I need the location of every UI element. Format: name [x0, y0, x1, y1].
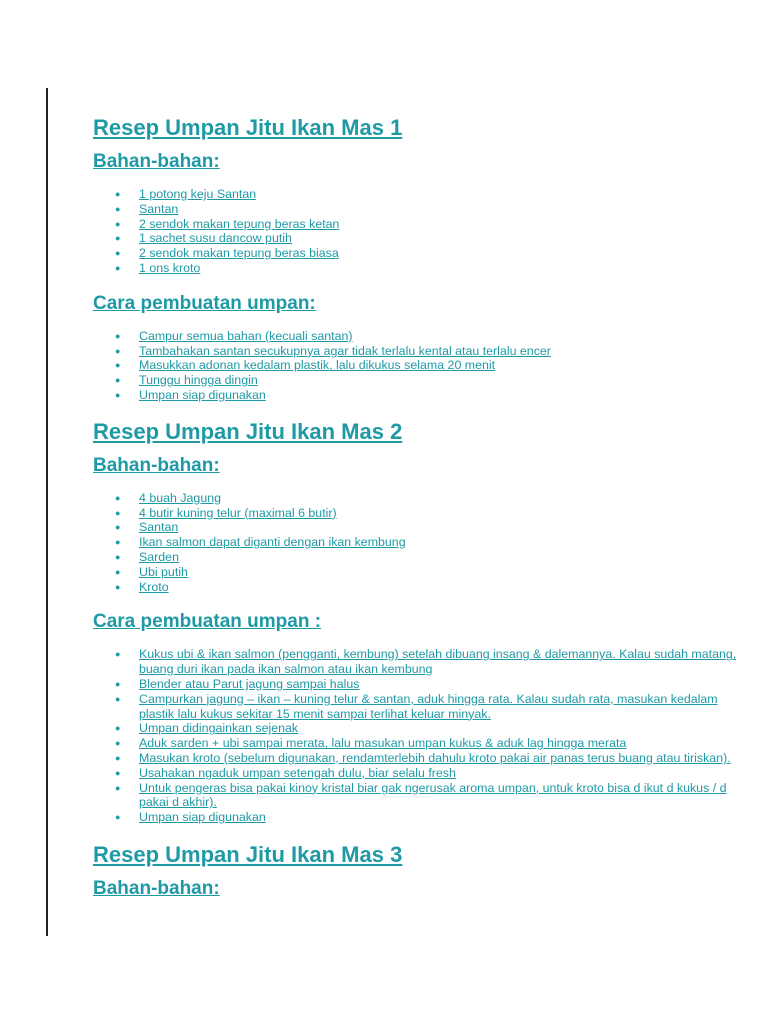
bullet-icon: ●: [115, 218, 121, 229]
bullet-icon: ●: [115, 678, 121, 689]
section-2-method-heading[interactable]: Cara pembuatan umpan :: [93, 611, 322, 633]
bullet-icon: ●: [115, 248, 121, 259]
bullet-icon: ●: [115, 522, 121, 533]
list-item[interactable]: ● Ikan salmon dapat diganti dengan ikan kembung: [115, 535, 406, 550]
bullet-icon: ●: [115, 693, 121, 704]
section-3-ingredients-heading[interactable]: Bahan-bahan:: [93, 877, 220, 899]
list-item[interactable]: ● Kukus ubi & ikan salmon (pengganti, kembung) setelah dibuang insang & dalemannya. Kalau sudah matang, buang duri ikan pada ikan salmon atau ikan kembung: [115, 647, 737, 677]
bullet-icon: ●: [115, 360, 121, 371]
list-item[interactable]: ● Santan: [115, 520, 179, 535]
section-2-method-list: [93, 647, 753, 825]
list-item[interactable]: ● Sarden: [115, 549, 179, 564]
list-item[interactable]: ● Usahakan ngaduk umpan setengah dulu, biar selalu fresh: [115, 765, 456, 780]
list-item[interactable]: ● 4 buah Jagung: [115, 490, 221, 505]
list-item[interactable]: ● Tunggu hingga dingin: [115, 373, 258, 388]
list-item[interactable]: ● 2 sendok makan tepung beras biasa: [115, 246, 339, 261]
bullet-icon: ●: [115, 492, 121, 503]
list-item[interactable]: ● Masukan kroto (sebelum digunakan, rendamterlebih dahulu kroto pakai air panas terus buang atau tiriskan).: [115, 750, 731, 765]
section-1-ingredients-heading[interactable]: Bahan-bahan:: [93, 151, 220, 172]
document-content: [93, 114, 753, 902]
bullet-icon: ●: [115, 782, 121, 793]
bullet-icon: ●: [115, 566, 121, 577]
bullet-icon: ●: [115, 330, 121, 341]
list-item[interactable]: ● Umpan siap digunakan: [115, 387, 266, 402]
list-item[interactable]: ● 4 butir kuning telur (maximal 6 butir): [115, 505, 337, 520]
list-item[interactable]: ● Umpan didingainkan sejenak: [115, 721, 299, 736]
bullet-icon: ●: [115, 738, 121, 749]
bullet-icon: ●: [115, 262, 121, 273]
bullet-icon: ●: [115, 767, 121, 778]
page-margin-line: [46, 88, 48, 936]
list-item[interactable]: ● Campur semua bahan (kecuali santan): [115, 328, 353, 343]
section-1-ingredients-list: [93, 187, 753, 276]
list-item[interactable]: ● Masukkan adonan kedalam plastik, lalu dikukus selama 20 menit: [115, 358, 496, 373]
bullet-icon: ●: [115, 537, 121, 548]
list-item[interactable]: ● 1 sachet susu dancow putih: [115, 231, 292, 246]
section-2-title[interactable]: Resep Umpan Jitu Ikan Mas 2: [93, 418, 403, 444]
list-item[interactable]: ● 1 ons kroto: [115, 260, 201, 275]
section-1-method-heading[interactable]: Cara pembuatan umpan:: [93, 292, 316, 314]
section-1-title[interactable]: Resep Umpan Jitu Ikan Mas 1: [93, 115, 403, 140]
list-item[interactable]: ● Tambahakan santan secukupnya agar tidak terlalu kental atau terlalu encer: [115, 343, 551, 358]
bullet-icon: ●: [115, 389, 121, 400]
bullet-icon: ●: [115, 345, 121, 356]
bullet-icon: ●: [115, 375, 121, 386]
list-item[interactable]: ● 1 potong keju Santan: [115, 187, 257, 201]
bullet-icon: ●: [115, 233, 121, 244]
section-1-method-list: [93, 329, 753, 403]
bullet-icon: ●: [115, 581, 121, 592]
list-item[interactable]: ● Santan: [115, 201, 179, 216]
bullet-icon: ●: [115, 812, 121, 823]
list-item[interactable]: ● Kroto: [115, 579, 169, 594]
bullet-icon: ●: [115, 551, 121, 562]
list-item[interactable]: ● Blender atau Parut jagung sampai halus: [115, 676, 360, 691]
bullet-icon: ●: [115, 723, 121, 734]
list-item[interactable]: ● Ubi putih: [115, 564, 188, 579]
list-item[interactable]: ● Untuk pengeras bisa pakai kinoy kristal biar gak ngerusak aroma umpan, untuk kroto bisa d ikut d kukus / d pakai d akhir).: [115, 780, 727, 810]
bullet-icon: ●: [115, 507, 121, 518]
bullet-icon: ●: [115, 752, 121, 763]
list-item[interactable]: ● Campurkan jagung – ikan – kuning telur & santan, aduk hingga rata. Kalau sudah rata, masukan kedalam plastik lalu kukus sekitar 15 menit sampai terlihat keluar minyak.: [115, 691, 718, 721]
bullet-icon: ●: [115, 649, 121, 660]
section-3-title[interactable]: Resep Umpan Jitu Ikan Mas 3: [93, 841, 403, 867]
bullet-icon: ●: [115, 203, 121, 214]
bullet-icon: ●: [115, 189, 121, 199]
list-item[interactable]: ● 2 sendok makan tepung beras ketan: [115, 216, 340, 231]
list-item[interactable]: ● Aduk sarden + ubi sampai merata, lalu masukan umpan kukus & aduk lag hingga merata: [115, 736, 627, 751]
section-2-ingredients-list: [93, 491, 753, 595]
list-item[interactable]: ● Umpan siap digunakan: [115, 810, 266, 825]
section-2-ingredients-heading[interactable]: Bahan-bahan:: [93, 454, 220, 476]
